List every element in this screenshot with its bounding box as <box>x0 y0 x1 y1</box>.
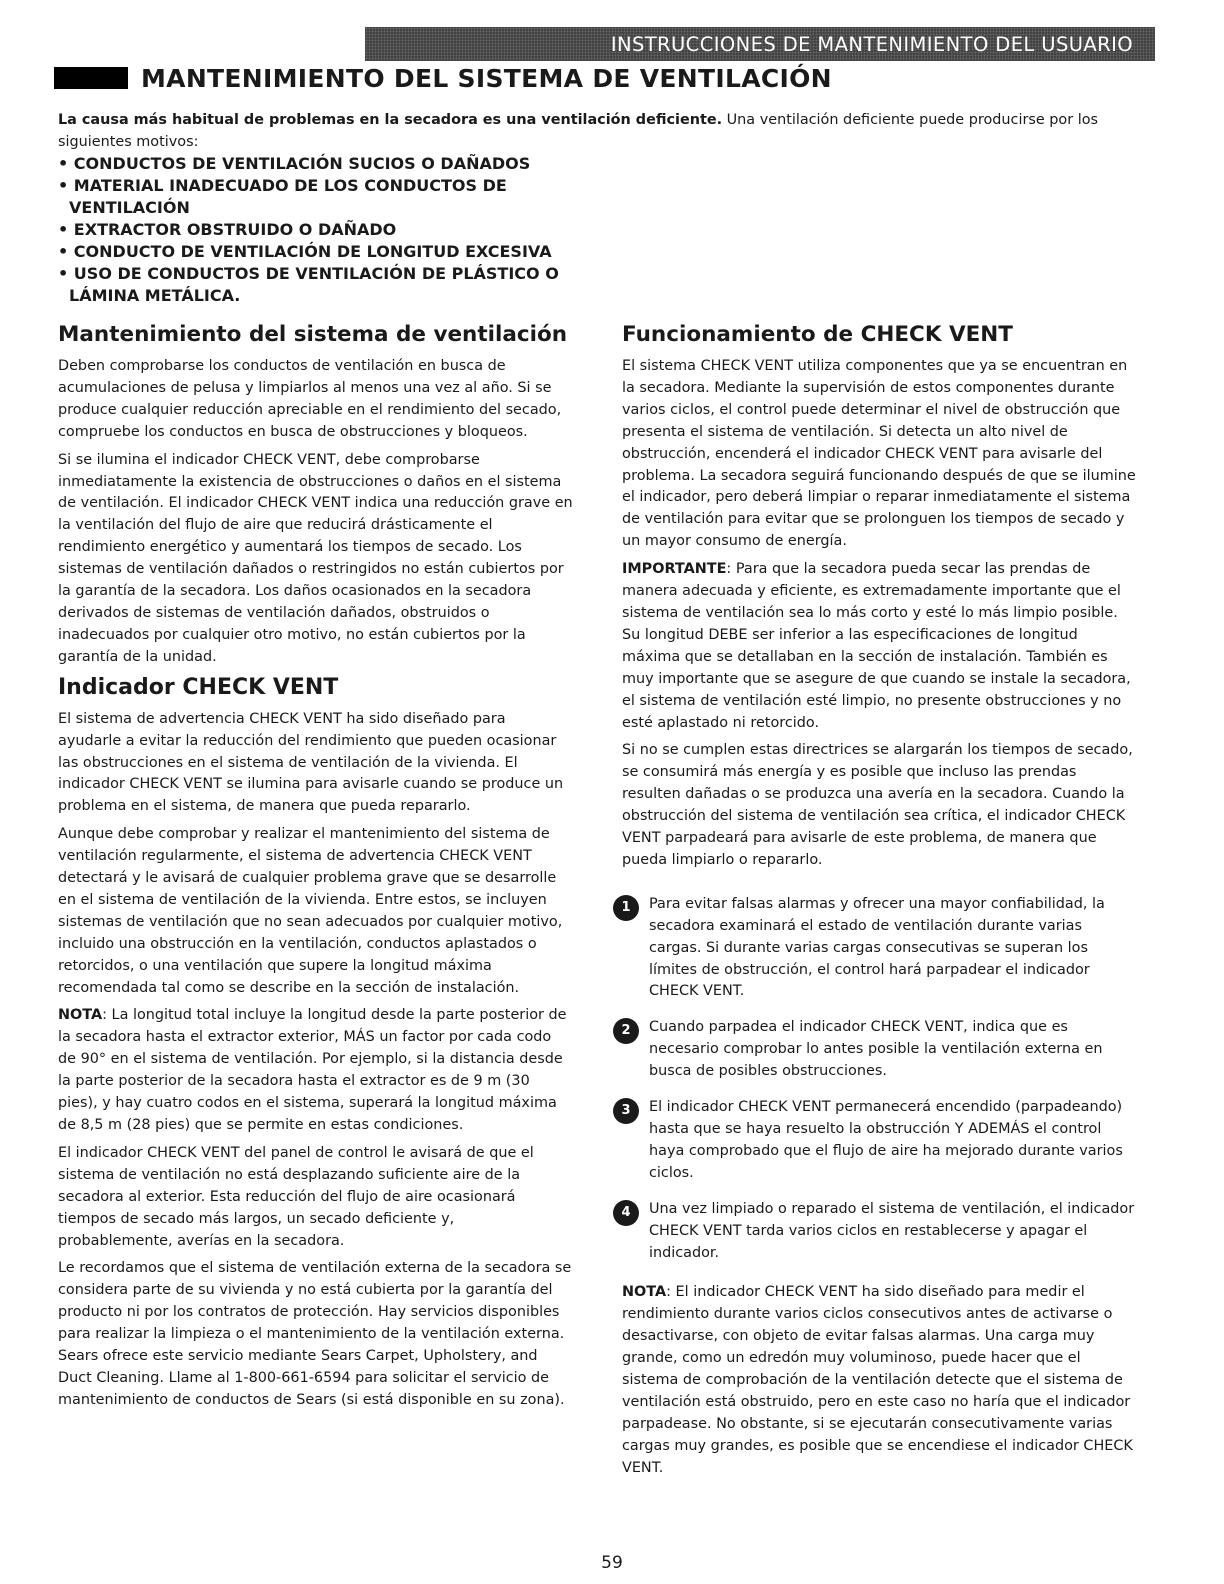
right-column <box>622 322 1137 1486</box>
important-label: IMPORTANTE <box>622 561 727 578</box>
intro-text: Una ventilación deficiente puede producirse por los siguientes motivos: <box>58 112 1099 150</box>
steps-list <box>622 894 1137 1265</box>
page-number: 59 <box>601 1553 623 1573</box>
note-label: NOTA <box>58 1007 103 1024</box>
step-item <box>622 1097 1137 1185</box>
check-vent-operation-heading: Funcionamiento de CHECK VENT <box>622 322 1013 347</box>
paragraph: Le recordamos que el sistema de ventilación externa de la secadora se considera parte de su vivienda y no está cubierta por la garantía del producto ni por los contratos de protección. Hay servicios disponibles para realizar la limpieza o el mantenimiento de la ventilación externa. Sears ofrece este servicio mediante Sears Carpet, Upholstery, and Duct Cleaning. Llame al 1-800-661-6594 para solicitar el servicio de mantenimiento de conductos de Sears (si está disponible en su zona). <box>58 1260 572 1408</box>
note-paragraph <box>622 1282 1137 1479</box>
paragraph: Deben comprobarse los conductos de ventilación en busca de acumulaciones de pelusa y limpiarlos al menos una vez al año. Si se produce cualquier reducción apreciable en el rendimiento del secado, compruebe los conductos en busca de obstrucciones y bloqueos. <box>58 358 562 440</box>
heading-marker <box>54 67 128 89</box>
step-number-badge: 1 <box>613 895 639 921</box>
important-text: : Para que la secadora pueda secar las prendas de manera adecuada y eficiente, es extremadamente importante que el sistema de ventilación sea lo más corto y esté lo más limpio posible. Su longitud DEBE ser inferior a las especificaciones de longitud máxima que se detallaban en la sección de instalación. También es muy importante que se asegure de que cuando se instale la secadora, el sistema de ventilación esté limpio, no presente obstrucciones y no esté aplastado ni retorcido. <box>622 561 1131 731</box>
paragraph: El sistema de advertencia CHECK VENT ha sido diseñado para ayudarle a evitar la reducción del rendimiento que pueden ocasionar las obstrucciones en el sistema de ventilación de la vivienda. El indicador CHECK VENT se ilumina para avisarle cuando se produce un problema en el sistema, de manera que pueda repararlo. <box>58 710 564 815</box>
step-number-badge: 2 <box>613 1018 639 1044</box>
step-text: Una vez limpiado o reparado el sistema de ventilación, el indicador CHECK VENT tarda varios ciclos en restablecerse y apagar el indicador. <box>649 1200 1135 1261</box>
intro-paragraph <box>58 110 1170 153</box>
note-text: : La longitud total incluye la longitud desde la parte posterior de la secadora hasta el extractor exterior, MÁS un factor por cada codo de 90° en el sistema de ventilación. Por ejemplo, si la distancia desde la parte posterior de la secadora hasta el extractor es de 9 m (30 pies), y hay cuatro codos en el sistema, superará la longitud máxima de 8,5 m (28 pies) que se permite en estas condiciones. <box>58 1007 567 1133</box>
step-text: Cuando parpadea el indicador CHECK VENT, indica que es necesario comprobar lo antes posible la ventilación externa en busca de posibles obstrucciones. <box>649 1019 1103 1080</box>
cause-item: • CONDUCTO DE VENTILACIÓN DE LONGITUD EXCESIVA <box>58 242 552 261</box>
paragraph: El indicador CHECK VENT del panel de control le avisará de que el sistema de ventilación no está desplazando suficiente aire de la secadora al exterior. Esta reducción del flujo de aire ocasionará tiempos de secado más largos, un secado deficiente y, probablemente, averías en la secadora. <box>58 1144 534 1249</box>
important-paragraph <box>622 559 1137 734</box>
section-banner: INSTRUCCIONES DE MANTENIMIENTO DEL USUARIO <box>365 27 1155 61</box>
note-paragraph <box>58 1005 573 1136</box>
check-vent-indicator-heading: Indicador CHECK VENT <box>58 674 339 700</box>
step-text: Para evitar falsas alarmas y ofrecer una mayor confiabilidad, la secadora examinará el estado de ventilación durante varias cargas. Si durante varias cargas consecutivas se superan los límites de obstrucción, el control hará parpadear el indicador CHECK VENT. <box>649 895 1105 1000</box>
causes-list <box>58 153 598 307</box>
note-text: : El indicador CHECK VENT ha sido diseñado para medir el rendimiento durante varios ciclos consecutivos antes de activarse o desactivarse, con objeto de evitar falsas alarmas. Una carga muy grande, como un edredón muy voluminoso, puede hacer que el sistema de comprobación de la ventilación detecte que el sistema de ventilación está obstruido, pero en este caso no haría que el indicador parpadease. No obstante, si se ejecutarán consecutivamente varias cargas muy grandes, es posible que se encendiese el indicador CHECK VENT. <box>622 1284 1133 1476</box>
page-title: MANTENIMIENTO DEL SISTEMA DE VENTILACIÓN <box>141 64 832 93</box>
step-item <box>622 1017 1137 1083</box>
cause-item: • MATERIAL INADECUADO DE LOS CONDUCTOS DE VENTILACIÓN <box>58 176 507 217</box>
left-column <box>58 322 573 1418</box>
paragraph: Si se ilumina el indicador CHECK VENT, debe comprobarse inmediatamente la existencia de obstrucciones o daños en el sistema de ventilación. El indicador CHECK VENT indica una reducción grave en la ventilación del flujo de aire que reducirá drásticamente el rendimiento energético y aumentará los tiempos de secado. Los sistemas de ventilación dañados o restringidos no están cubiertos por la garantía de la secadora. Los daños ocasionados en la secadora derivados de sistemas de ventilación dañados, obstruidos o inadecuados por cualquier otro motivo, no están cubiertos por la garantía de la unidad. <box>58 451 573 665</box>
paragraph: Aunque debe comprobar y realizar el mantenimiento del sistema de ventilación regularmente, el sistema de advertencia CHECK VENT detectará y le avisará de cualquier problema grave que se desarrolle en el sistema de ventilación de la vivienda. Entre estos, se incluyen sistemas de ventilación que no sean adecuados por cualquier motivo, incluido una obstrucción en la ventilación, conductos aplastados o retorcidos, o una ventilación que supere la longitud máxima recomendada tal como se describe en la sección de instalación. <box>58 826 563 996</box>
step-text: El indicador CHECK VENT permanecerá encendido (parpadeando) hasta que se haya resuelto la obstrucción Y ADEMÁS el control haya comprobado que el flujo de aire ha mejorado durante varios ciclos. <box>649 1099 1123 1181</box>
paragraph: El sistema CHECK VENT utiliza componentes que ya se encuentran en la secadora. Mediante la supervisión de estos componentes durante varios ciclos, el control puede determinar el nivel de obstrucción que presenta el sistema de ventilación. Si detecta un alto nivel de obstrucción, encenderá el indicador CHECK VENT para avisarle del problema. La secadora seguirá funcionando después de que se ilumine el indicador, pero deberá limpiar o reparar inmediatamente el sistema de ventilación para evitar que se prolonguen los tiempos de secado y un mayor consumo de energía. <box>622 358 1136 550</box>
cause-item: • EXTRACTOR OBSTRUIDO O DAÑADO <box>58 220 397 239</box>
paragraph: Si no se cumplen estas directrices se alargarán los tiempos de secado, se consumirá más energía y es posible que incluso las prendas resulten dañadas o se produzca una avería en la secadora. Cuando la obstrucción del sistema de ventilación sea crítica, el indicador CHECK VENT parpadeará para avisarle de este problema, de manera que pueda limpiarlo o repararlo. <box>622 742 1133 868</box>
intro-bold: La causa más habitual de problemas en la secadora es una ventilación deficiente. <box>58 112 723 128</box>
cause-item: • USO DE CONDUCTOS DE VENTILACIÓN DE PLÁSTICO O LÁMINA METÁLICA. <box>58 264 559 305</box>
note-label: NOTA <box>622 1284 667 1301</box>
cause-item: • CONDUCTOS DE VENTILACIÓN SUCIOS O DAÑADOS <box>58 154 531 173</box>
step-number-badge: 4 <box>613 1200 639 1226</box>
step-item <box>622 1199 1137 1265</box>
vent-maintenance-heading: Mantenimiento del sistema de ventilación <box>58 322 568 347</box>
step-item <box>622 894 1137 1004</box>
step-number-badge: 3 <box>613 1098 639 1124</box>
